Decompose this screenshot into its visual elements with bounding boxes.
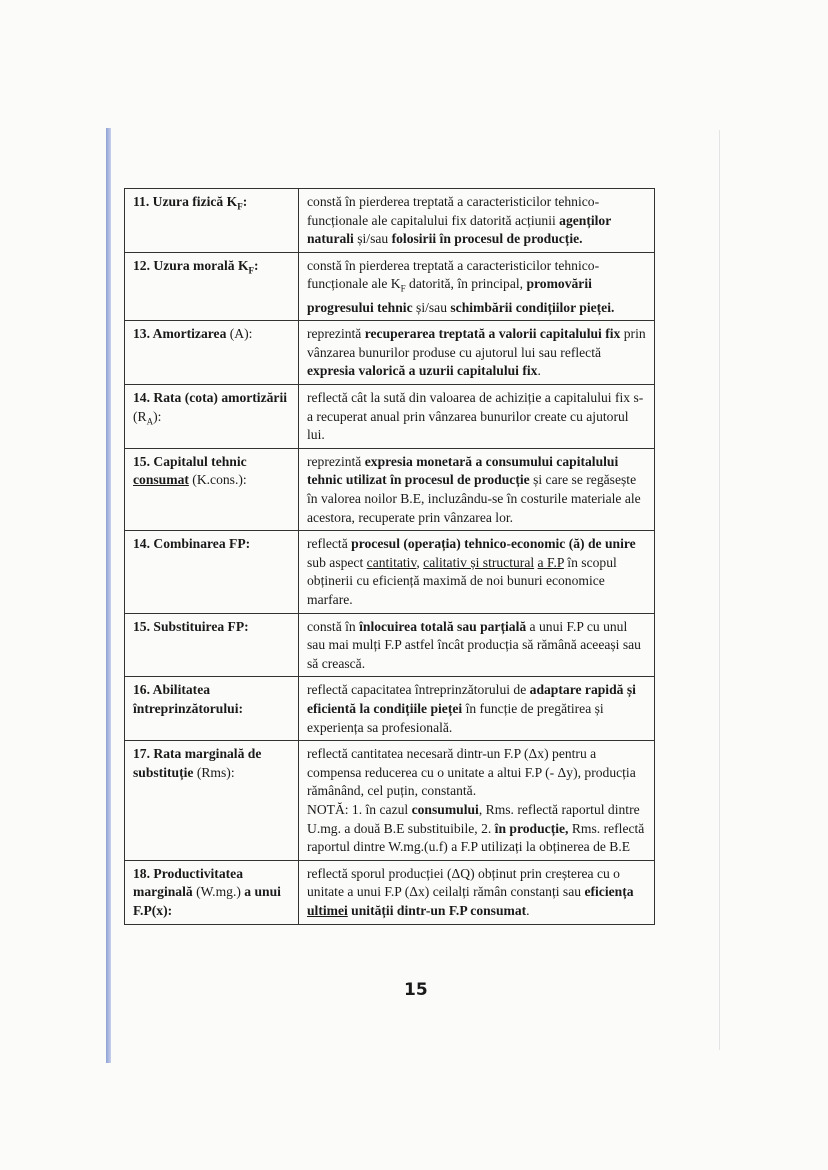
text-segment: ultimei <box>307 902 348 918</box>
text-segment: recuperarea treptată a valorii capitalului fix <box>364 326 621 342</box>
text-segment: Rms. reflectă raportul dintre W.mg.(u.f) a F.P utilizați la obținerea de B.E <box>307 820 645 855</box>
text-segment: . <box>537 363 541 379</box>
definition-cell <box>299 448 655 530</box>
term-cell <box>125 677 299 741</box>
text-segment: 11. Uzura fizică K <box>133 194 238 209</box>
text-segment: promovării progresului tehnic <box>307 276 592 315</box>
text-segment: folosirii în procesul de producție. <box>391 231 583 247</box>
text-segment: în funcție de pregătirea și experiența sa profesională. <box>307 700 604 735</box>
text-segment: constă în pierderea treptată a caracteristicilor tehnico-funcționale ale K <box>307 257 600 292</box>
table-row <box>125 321 655 385</box>
text-segment: 15. Substituirea FP: <box>133 618 249 634</box>
text-segment: consumului <box>411 801 479 817</box>
text-segment: 13. Amortizarea <box>133 326 227 342</box>
text-segment: 15. Capitalul tehnic <box>133 453 247 469</box>
text-segment: datorită, în principal, <box>405 276 527 292</box>
text-segment: F <box>237 201 243 212</box>
text-segment: 14. Combinarea FP: <box>133 536 251 552</box>
text-segment: reflectă capacitatea întreprinzătorului de <box>307 682 530 698</box>
table-row <box>125 189 655 253</box>
text-segment: schimbării condițiilor pieței. <box>450 299 615 315</box>
text-segment: expresia monetară a consumului capitalului tehnic utilizat în procesul de producție <box>307 453 619 488</box>
definition-cell <box>299 189 655 253</box>
text-segment: F <box>248 265 255 276</box>
term-cell <box>125 252 299 321</box>
text-segment: agenților naturali <box>307 212 612 247</box>
text-segment: A <box>146 416 154 427</box>
definition-cell <box>299 741 655 861</box>
term-cell <box>125 385 299 449</box>
term-cell <box>125 531 299 613</box>
text-segment: prin vânzarea bunurilor produse cu ajutorul lui sau reflectă <box>307 326 646 360</box>
text-segment: , Rms. reflectă raportul dintre U.mg. a două B.E substituibile, 2. <box>307 801 640 836</box>
text-segment: reprezintă <box>307 326 365 342</box>
text-segment: reflectă <box>307 536 352 552</box>
text-segment: reflectă cantitatea necesară dintr-un F.P (Δx) pentru a compensa reducerea cu o unitate a altui F.P (- Δy), producția rămânând, cel puțin, constantă. <box>307 746 636 799</box>
text-segment: și/sau <box>412 299 451 315</box>
text-segment: . <box>526 902 530 918</box>
table-row <box>125 860 655 924</box>
text-segment: reflectă sporul producției (ΔQ) obținut prin creșterea cu o unitate a unui F.P (Δx) ceilalți rămân constanți sau <box>307 865 620 900</box>
text-segment: cantitativ <box>366 554 417 570</box>
table-row <box>125 252 655 321</box>
text-segment: în scopul obținerii cu eficiență maximă de noi bunuri economice marfare. <box>307 554 617 607</box>
text-segment: expresia valorică a uzurii capitalului fix <box>307 363 538 379</box>
text-segment: sub aspect <box>307 554 367 570</box>
text-segment: 18. Productivitatea marginală <box>133 865 243 900</box>
table-row <box>125 677 655 741</box>
text-segment: (Rms): <box>193 764 235 780</box>
term-cell <box>125 448 299 530</box>
table-row <box>125 448 655 530</box>
text-segment: eficiența <box>584 884 634 900</box>
text-segment: a unui F.P(x): <box>133 884 281 918</box>
text-segment: și/sau <box>353 231 392 247</box>
term-cell <box>125 613 299 677</box>
text-segment: NOTĂ: 1. în cazul <box>307 801 412 817</box>
text-segment: 17. Rata marginală de substituție <box>133 746 262 780</box>
text-segment: adaptare rapidă și eficientă la condițiile pieței <box>307 682 636 716</box>
definition-cell <box>299 531 655 613</box>
table-row <box>125 613 655 677</box>
definition-cell <box>299 385 655 449</box>
text-segment: , <box>416 554 424 570</box>
term-cell <box>125 189 299 253</box>
text-segment: constă în pierderea treptată a caracteristicilor tehnico-funcționale ale capitalului fix datorită acțiunii <box>307 194 600 228</box>
table-row <box>125 741 655 861</box>
text-segment: constă în <box>307 618 360 634</box>
text-segment: : <box>242 194 248 209</box>
definition-cell <box>299 252 655 321</box>
definitions-table <box>124 188 655 925</box>
term-cell <box>125 741 299 861</box>
text-segment: înlocuirea totală sau parțială <box>359 618 527 634</box>
text-segment: consumat <box>133 472 189 488</box>
text-segment: (A): <box>226 326 253 342</box>
term-cell <box>125 860 299 924</box>
text-segment: reprezintă <box>307 453 365 469</box>
text-segment: (K.cons.): <box>188 472 247 488</box>
text-segment: 16. Abilitatea întreprinzătorului: <box>133 682 244 716</box>
text-segment: : <box>254 257 259 273</box>
definition-cell <box>299 321 655 385</box>
text-segment: calitativ și structural <box>423 554 535 570</box>
table-row <box>125 531 655 613</box>
text-segment: unității dintr-un F.P consumat <box>347 902 527 918</box>
page-number: 15 <box>404 980 428 1000</box>
text-segment: 14. Rata (cota) amortizării <box>133 390 288 406</box>
scan-edge-right <box>719 130 720 1050</box>
text-segment: (W.mg.) <box>192 884 245 900</box>
text-segment: și care se regăsește în valorea noilor B.E, incluzându-se în costurile materiale ale acestora, recuperate prin vânzarea lor. <box>307 472 641 525</box>
definition-cell <box>299 860 655 924</box>
text-segment: a unui F.P cu unul sau mai mulți F.P astfel încât producția să rămână aceeași sau să crească. <box>307 618 641 671</box>
text-segment: F <box>400 284 406 295</box>
text-segment: a F.P <box>537 554 564 570</box>
text-segment: procesul (operația) tehnico-economic (ă) de unire <box>351 536 636 552</box>
text-segment: ): <box>153 408 162 424</box>
text-segment: (R <box>133 408 147 424</box>
text-segment: reflectă cât la sută din valoarea de achiziție a capitalului fix s-a recuperat anual prin vânzarea bunurilor create cu ajutorul lui. <box>307 390 644 443</box>
text-segment: 12. Uzura morală K <box>133 257 249 273</box>
table-row <box>125 385 655 449</box>
text-segment: în producție, <box>494 820 569 836</box>
term-cell <box>125 321 299 385</box>
definition-cell <box>299 677 655 741</box>
scan-edge <box>106 128 111 1063</box>
definition-cell <box>299 613 655 677</box>
